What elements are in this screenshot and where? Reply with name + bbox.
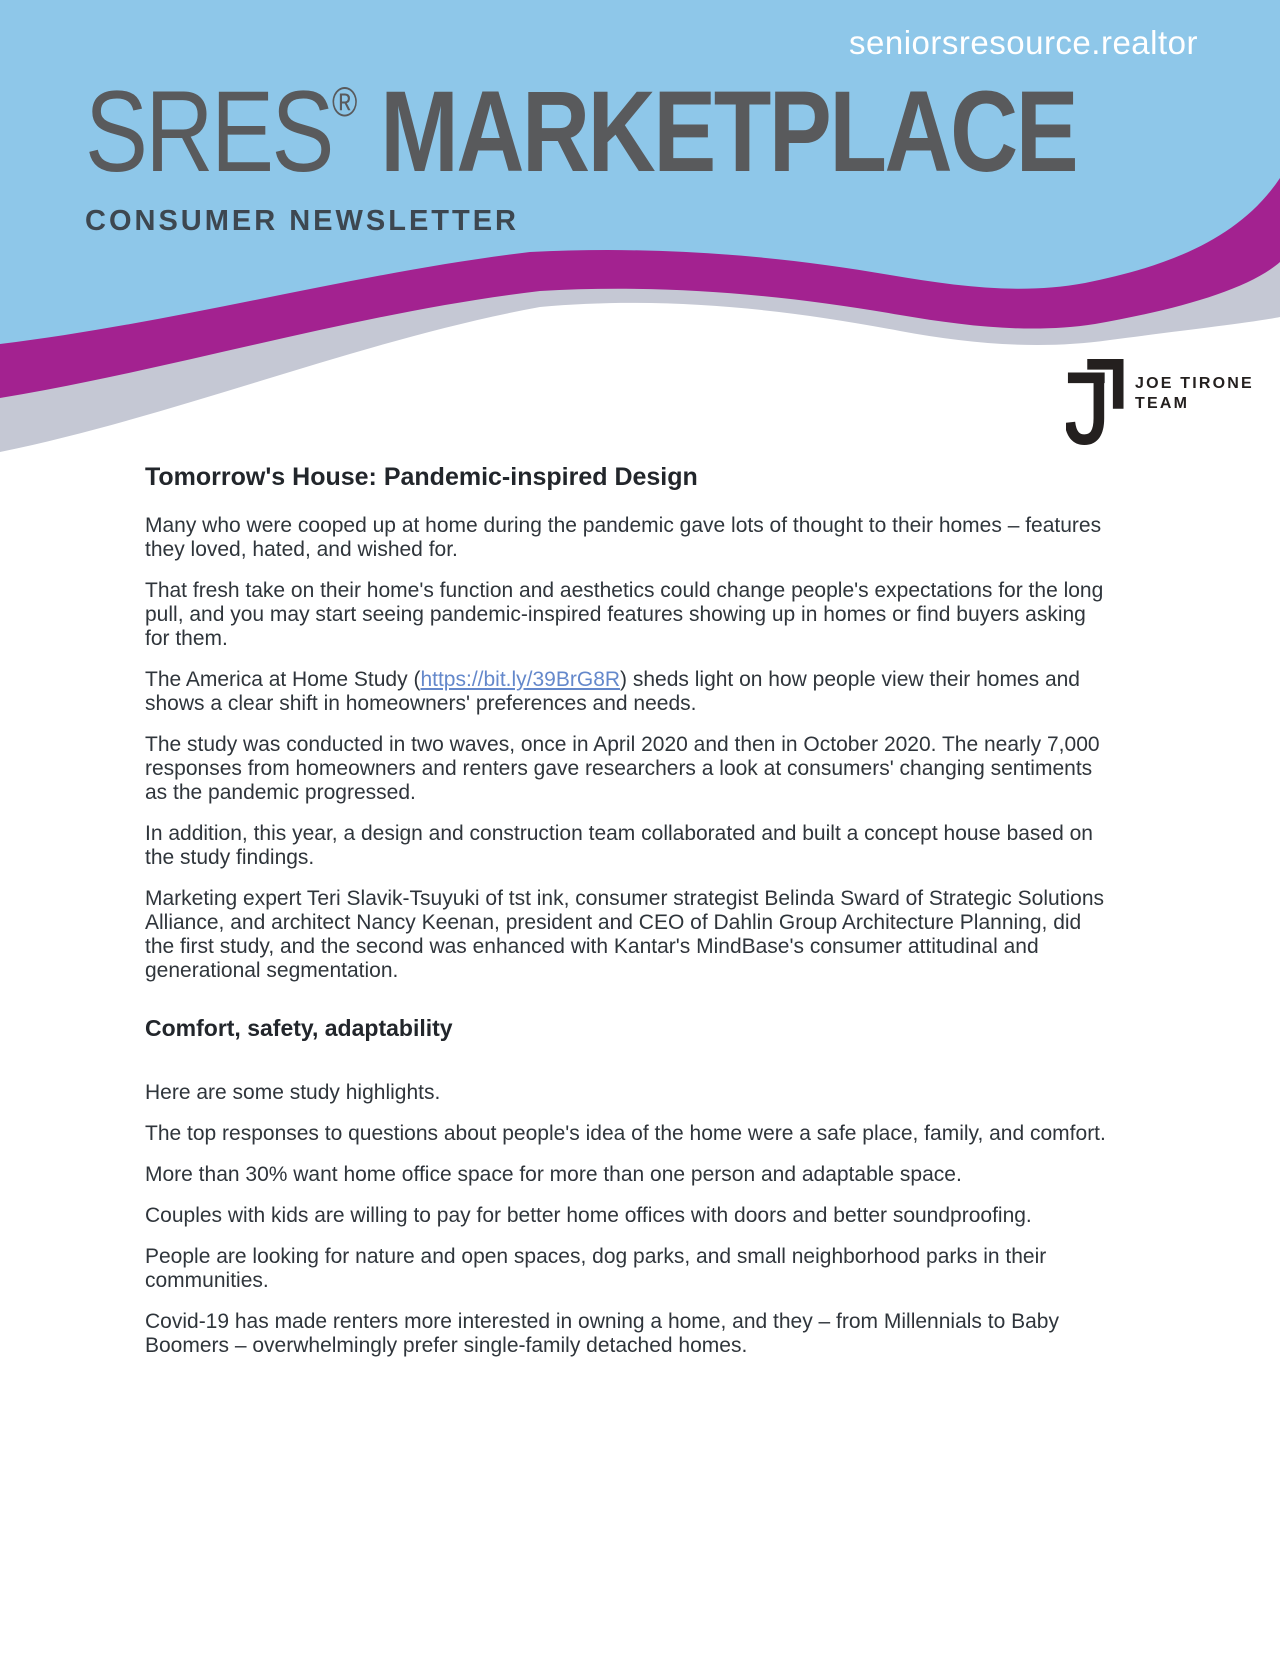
paragraph: Here are some study highlights. xyxy=(145,1081,441,1104)
study-link[interactable]: https://bit.ly/39BrG8R xyxy=(420,668,621,691)
brand-block xyxy=(85,68,1280,238)
paragraph: Marketing expert Teri Slavik-Tsuyuki of tst ink, consumer strategist Belinda Sward of Strategic Solutions Alliance, and architect Nancy Keenan, president and CEO of Dahlin Group Architecture Planning, did the first study, and the second was enhanced with Kantar's MindBase's consumer attitudinal and generational segmentation. xyxy=(145,887,1105,982)
section-heading: Comfort, safety, adaptability xyxy=(145,1015,453,1041)
registered-mark: ® xyxy=(331,78,358,125)
joe-tirone-monogram-icon xyxy=(1066,358,1124,446)
brand-title xyxy=(85,68,1076,197)
paragraph: Many who were cooped up at home during the pandemic gave lots of thought to their homes – features they loved, hated, and wished for. xyxy=(145,514,1102,561)
paragraph-text: The America at Home Study ( xyxy=(145,668,421,691)
paragraph: The study was conducted in two waves, once in April 2020 and then in October 2020. The nearly 7,000 responses from homeowners and renters gave researchers a look at consumers' changing sentiments as the pandemic progressed. xyxy=(145,733,1100,804)
paragraph-text: ) sheds light on how people view their homes and shows a clear shift in homeowners' preferences and needs. xyxy=(145,668,1080,715)
paragraph: The top responses to questions about people's idea of the home were a safe place, family, and comfort. xyxy=(145,1122,1106,1145)
article xyxy=(145,462,1112,1375)
logo-line2: TEAM xyxy=(1135,395,1190,412)
paragraph: More than 30% want home office space for more than one person and adaptable space. xyxy=(145,1163,962,1186)
article-title: Tomorrow's House: Pandemic-inspired Design xyxy=(145,463,698,491)
logo-text xyxy=(1135,358,1254,446)
site-url: seniorsresource.realtor xyxy=(849,24,1198,61)
brand-name-rest: MARKETPLACE xyxy=(380,68,1077,196)
paragraph: Covid-19 has made renters more interested in owning a home, and they – from Millennials to Baby Boomers – overwhelmingly prefer single-family detached homes. xyxy=(145,1310,1059,1357)
logo-line1: JOE TIRONE xyxy=(1135,375,1254,392)
paragraph: That fresh take on their home's function and aesthetics could change people's expectations for the long pull, and you may start seeing pandemic-inspired features showing up in homes or find buyers asking for them. xyxy=(145,579,1104,650)
brand-subtitle: CONSUMER NEWSLETTER xyxy=(85,204,519,237)
brand-name: SRES xyxy=(85,68,332,196)
paragraph: In addition, this year, a design and construction team collaborated and built a concept house based on the study findings. xyxy=(145,822,1093,869)
paragraph-with-link xyxy=(145,668,1112,716)
paragraph: Couples with kids are willing to pay for better home offices with doors and better soundproofing. xyxy=(145,1204,1032,1227)
joe-tirone-logo xyxy=(1066,358,1254,446)
paragraph: People are looking for nature and open spaces, dog parks, and small neighborhood parks in their communities. xyxy=(145,1245,1047,1292)
